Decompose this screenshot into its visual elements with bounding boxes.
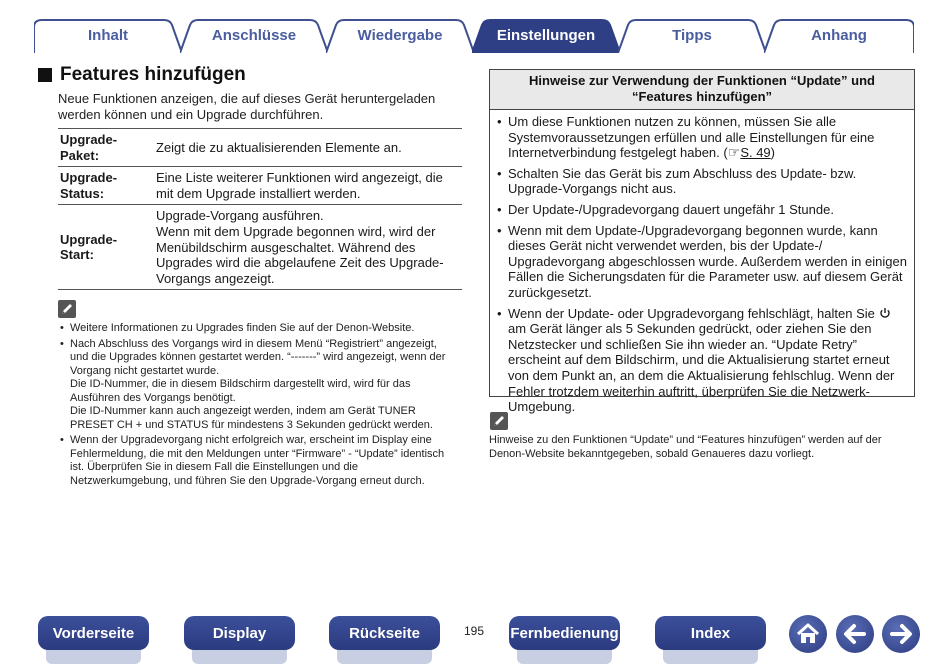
tab-anschluesse-label: Anschlüsse (211, 26, 297, 44)
hint-text: am Gerät länger als 5 Sekunden gedrückt, oder ziehen Sie den Netzstecker und schließen Sie ihn wieder an. “Update Retry” erscheint auf dem Bildschirm, und die Aktualisierung startet erneut von dem Punkt an, an dem die Aktualisierung fehlschlug. Wenn der Fehler trotzdem weiterhin auftritt, überprüfen Sie die Netzwerk-Umgebung. (508, 321, 895, 415)
row-value: Eine Liste weiterer Funktionen wird angezeigt, die mit dem Upgrade installiert werden. (156, 170, 443, 201)
nav-front-panel-button[interactable] (38, 616, 149, 650)
list-item (58, 322, 458, 336)
tab-einstellungen[interactable] (472, 19, 620, 51)
power-icon (879, 307, 891, 319)
row-value (154, 205, 462, 290)
nav-remote-button[interactable] (509, 616, 620, 650)
row-key-line1: Upgrade- (60, 132, 118, 147)
back-button[interactable] (836, 615, 874, 653)
forward-button[interactable] (882, 615, 920, 653)
list-item (58, 434, 458, 488)
row-value: Zeigt die zu aktualisierenden Elemente an. (156, 139, 402, 155)
tab-anschluesse[interactable] (180, 19, 328, 51)
hint-text: Wenn mit dem Update-/Upgradevorgang begonnen wurde, kann dieses Gerät nicht verwendet werden, bis der Update-/ Upgradevorgang abgeschlossen wurde. Außerdem werden in einigen Fällen die Sicherungsdaten für die Parameter usw. auf diesem Gerät zurückgesetzt. (508, 222, 907, 300)
list-item (496, 114, 908, 161)
row-key-line2: Start: (60, 247, 94, 263)
hint-text: Der Update-/Upgradevorgang dauert ungefähr 1 Stunde. (508, 201, 834, 217)
hint-text: Schalten Sie das Gerät bis zum Abschluss des Update- bzw. Upgrade-Vorgangs nicht aus. (508, 165, 857, 197)
page-number: 195 (464, 624, 485, 638)
nav-display-label: Display (212, 624, 267, 642)
tab-anhang[interactable] (764, 19, 914, 51)
list-item (496, 306, 908, 415)
note-text: Weitere Informationen zu Upgrades finden Sie auf der Denon-Website. (70, 322, 415, 334)
ref-open: ( (723, 145, 728, 161)
arrow-left-icon (836, 615, 874, 653)
arrow-right-icon (882, 615, 920, 653)
list-item (496, 202, 908, 218)
row-key (58, 167, 154, 205)
table-row (58, 167, 462, 205)
nav-index-label: Index (690, 624, 731, 642)
page-reference-link[interactable]: S. 49 (740, 145, 771, 161)
row-value-line2: Wenn mit dem Upgrade begonnen wird, wird der Menübildschirm ausgeschaltet. Während des Upgrades wird die abgelaufene Zeit des Upgrade-Vorgangs angezeigt. (156, 223, 444, 286)
tab-einstellungen-label: Einstellungen (496, 26, 596, 44)
tab-anhang-label: Anhang (811, 26, 867, 44)
hint-text: Um diese Funktionen nutzen zu können, müssen Sie alle Systemvoraussetzungen erfüllen und alle Einstellungen für eine Internetverbindung festgelegt haben. (508, 114, 875, 161)
nav-index-button[interactable] (655, 616, 766, 650)
row-key-line1: Upgrade- (60, 170, 118, 186)
tab-wiedergabe[interactable] (326, 19, 474, 51)
tab-wiedergabe-label: Wiedergabe (357, 26, 443, 44)
right-note-text: Hinweise zu den Funktionen “Update” und “Features hinzufügen” werden auf der Denon-Website bekanntgegeben, sobald Genaueres dazu vorliegt. (489, 434, 882, 460)
note-text: Nach Abschluss des Vorgangs wird in diesem Menü “Registriert” angezeigt, und die Upgrades können gestartet werden. “-------” wird angezeigt, wenn der Vorgang nicht gestartet wurde. (70, 337, 446, 377)
update-hints-box (489, 69, 915, 415)
note-text: Wenn der Upgradevorgang nicht erfolgreich war, erscheint im Display eine Fehlermeldung, die mit den Meldungen unter “Firmware” - “Update” identisch ist. Überprüfen Sie in diesem Fall die Einstellungen und die Netzwerkumgebung, und führen Sie den Upgrade-Vorgang erneut durch. (70, 434, 445, 487)
row-key (58, 205, 154, 290)
row-key (58, 129, 154, 167)
hint-text: Wenn der Update- oder Upgradevorgang fehlschlägt, halten Sie (508, 305, 875, 321)
reference-hand-icon: ☞ (727, 144, 741, 161)
top-tab-bar (34, 17, 914, 53)
list-item (58, 338, 458, 433)
section-title: Features hinzufügen (60, 64, 246, 85)
note-text: Die ID-Nummer kann auch angezeigt werden, indem am Gerät TUNER PRESET CH + und STATUS für mindestens 3 Sekunden gedrückt werden. (70, 405, 433, 431)
note-text: Die ID-Nummer, die in diesem Bildschirm dargestellt wird, wird für das Ausführen des Vorgangs benötigt. (70, 378, 411, 404)
home-button[interactable] (789, 615, 827, 653)
table-row (58, 129, 462, 167)
list-item (496, 223, 908, 301)
note-icon (490, 412, 508, 430)
update-hints-heading: Hinweise zur Verwendung der Funktionen “Update” und “Features hinzufügen” (490, 70, 914, 110)
nav-remote-label: Fernbedienung (510, 624, 619, 642)
home-icon (789, 615, 827, 653)
section-description: Neue Funktionen anzeigen, die auf dieses Gerät heruntergeladen werden können und ein Upgrade durchführen. (58, 91, 436, 122)
nav-front-panel-label: Vorderseite (52, 624, 135, 642)
ref-close: ) (770, 145, 776, 161)
tab-tipps-label: Tipps (672, 26, 712, 44)
note-icon (58, 300, 76, 318)
tab-inhalt-label: Inhalt (88, 26, 128, 44)
row-key-line2: Paket: (60, 147, 100, 163)
nav-rear-panel-label: Rückseite (349, 624, 420, 642)
tab-tipps[interactable] (618, 19, 766, 51)
nav-rear-panel-button[interactable] (329, 616, 440, 650)
tab-inhalt[interactable] (34, 19, 182, 51)
row-value-line1: Upgrade-Vorgang ausführen. (156, 208, 324, 224)
row-key-line1: Upgrade- (60, 231, 118, 247)
feature-table (58, 128, 462, 290)
square-bullet-icon (38, 68, 52, 82)
left-notes-list (58, 322, 458, 490)
update-hints-list (490, 110, 914, 415)
table-row (58, 205, 462, 290)
row-key-line2: Status: (60, 185, 105, 201)
page-reference[interactable] (723, 145, 775, 161)
nav-display-button[interactable] (184, 616, 295, 650)
section-heading (38, 64, 246, 86)
list-item (496, 166, 908, 197)
